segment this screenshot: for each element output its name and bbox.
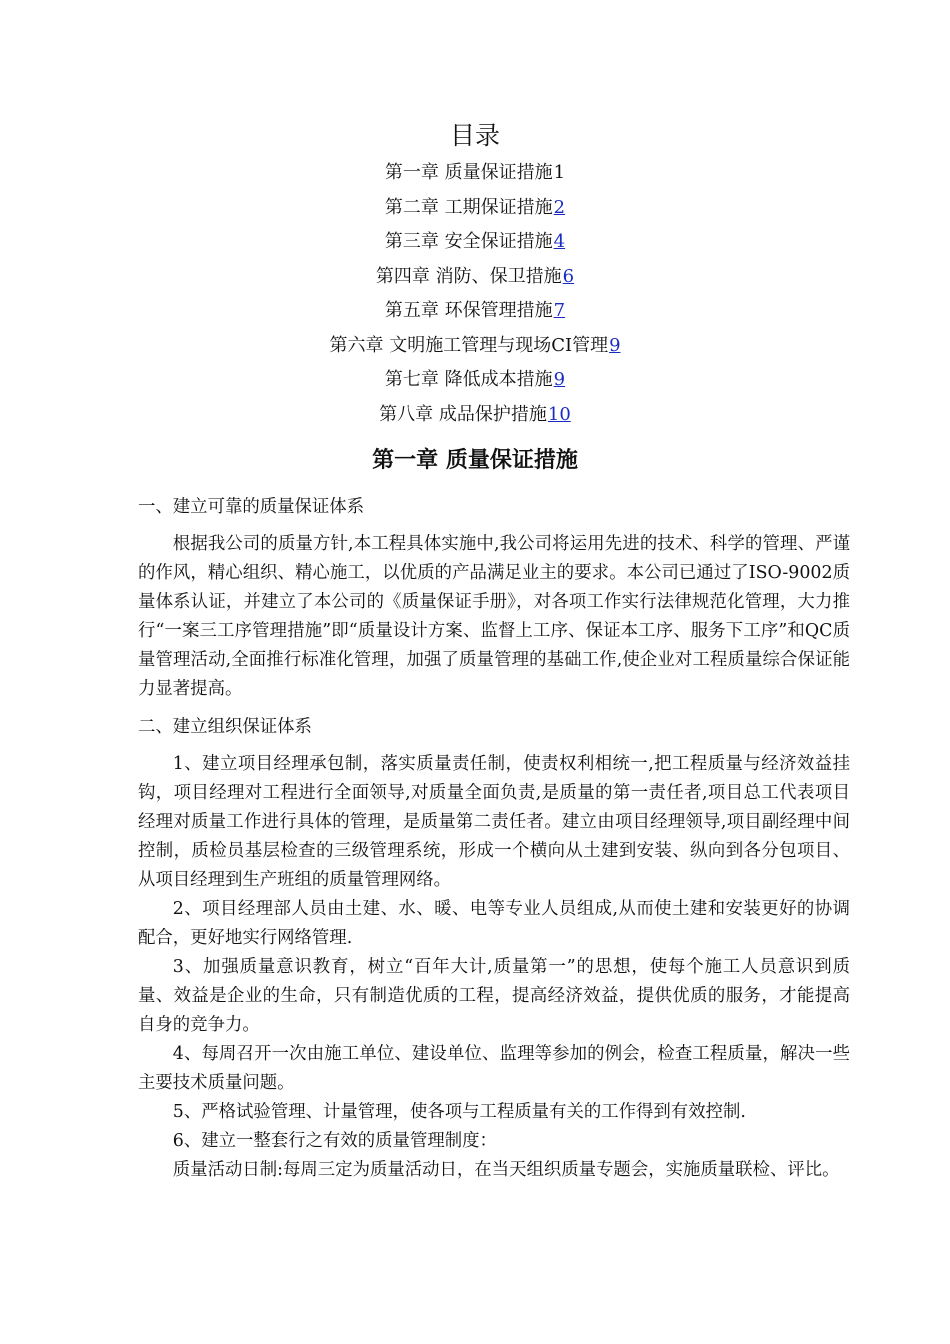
chapter-title: 第一章 质量保证措施 <box>372 448 578 473</box>
list-item: 质量活动日制:每周三定为质量活动日，在当天组织质量专题会，实施质量联检、评比。 <box>172 1160 840 1180</box>
toc-entry-label: 第八章 成品保护措施 <box>379 403 547 425</box>
toc-entry-label: 第三章 安全保证措施 <box>384 231 553 252</box>
toc-page-link[interactable]: 6 <box>562 265 575 287</box>
section-heading: 一、建立可靠的质量保证体系 <box>138 497 365 517</box>
list-item: 4、每周召开一次由施工单位、建设单位、监理等参加的例会，检查工程质量，解决一些主要技术质量问题。 <box>138 1044 850 1093</box>
toc-title: 目录 <box>449 121 500 150</box>
toc-entry-label: 第六章 文明施工管理与现场CI管理 <box>329 334 609 356</box>
toc-page-link[interactable]: 10 <box>547 403 571 425</box>
toc-entry <box>0 331 950 366</box>
toc-page-number: 1 <box>553 162 566 183</box>
toc-entry <box>0 296 950 331</box>
table-of-contents <box>0 158 950 434</box>
toc-entry-label: 第二章 工期保证措施 <box>384 196 553 218</box>
toc-entry-label: 第四章 消防、保卫措施 <box>375 265 562 287</box>
toc-page-link[interactable]: 9 <box>609 334 621 356</box>
body-paragraph: 根据我公司的质量方针,本工程具体实施中,我公司将运用先进的技术、科学的管理、严谨的作风，精心组织、精心施工，以优质的产品满足业主的要求。本公司已通过了ISO-9002质量体系认证，并建立了本公司的《质量保证手册》，对各项工作实行法律规范化管理，大力推行“一案三工序管理措施”即“质量设计方案、监督上工序、保证本工序、服务下工序”和QC质量管理活动,全面推行标准化管理，加强了质量管理的基础工作,使企业对工程质量综合保证能力显著提高。 <box>138 534 850 699</box>
toc-entry <box>0 193 950 228</box>
list-item: 3、加强质量意识教育，树立“百年大计,质量第一”的思想，使每个施工人员意识到质量、效益是企业的生命，只有制造优质的工程，提高经济效益，提供优质的服务，才能提高自身的竞争力。 <box>138 957 850 1035</box>
toc-entry <box>0 158 950 193</box>
toc-page-link[interactable]: 2 <box>553 196 566 218</box>
toc-entry-label: 第五章 环保管理措施 <box>384 300 553 321</box>
chapter-body <box>138 492 850 1185</box>
toc-entry-label: 第一章 质量保证措施 <box>384 162 553 183</box>
toc-page-link[interactable]: 4 <box>553 231 566 252</box>
list-item: 1、建立项目经理承包制，落实质量责任制，使责权利相统一,把工程质量与经济效益挂钩，项目经理对工程进行全面领导,对质量全面负责,是质量的第一责任者,项目总工代表项目经理对质量工作进行具体的管理，是质量第二责任者。建立由项目经理领导,项目副经理中间控制，质检员基层检查的三级管理系统，形成一个横向从土建到安装、纵向到各分包项目、从项目经理到生产班组的质量管理网络。 <box>138 754 850 890</box>
list-item: 2、项目经理部人员由土建、水、暖、电等专业人员组成,从而使土建和安装更好的协调配合，更好地实行网络管理. <box>138 899 850 948</box>
toc-entry <box>0 365 950 400</box>
list-item: 6、建立一整套行之有效的质量管理制度： <box>172 1131 497 1151</box>
toc-page-link[interactable]: 7 <box>553 300 566 321</box>
toc-entry-label: 第七章 降低成本措施 <box>384 369 553 390</box>
toc-entry <box>0 262 950 297</box>
section-heading: 二、建立组织保证体系 <box>138 717 312 737</box>
toc-page-link[interactable]: 9 <box>553 369 566 390</box>
toc-entry <box>0 400 950 435</box>
toc-entry <box>0 227 950 262</box>
list-item: 5、严格试验管理、计量管理，使各项与工程质量有关的工作得到有效控制. <box>172 1102 746 1122</box>
